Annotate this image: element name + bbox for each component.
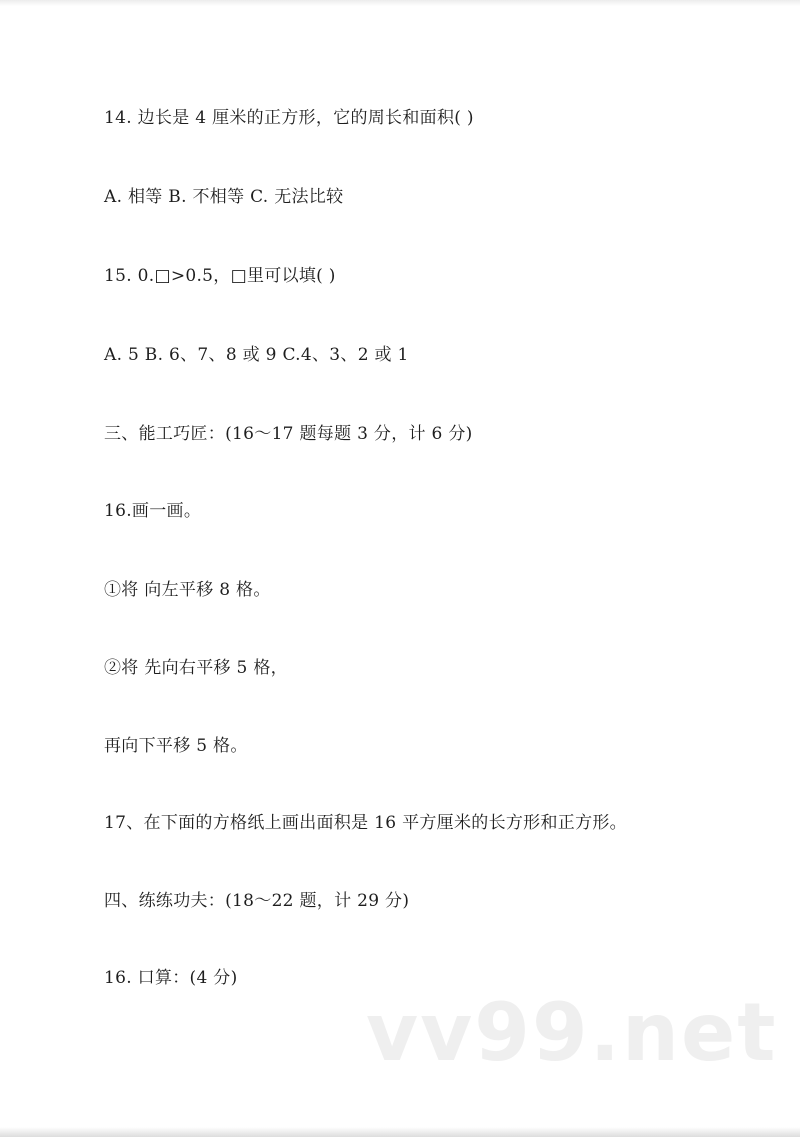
watermark: vv99.net <box>366 986 778 1079</box>
question-16-title: 16.画一画。 <box>104 501 202 521</box>
section-4-heading: 四、练练功夫：(18～22 题，计 29 分) <box>104 891 410 911</box>
question-15-options: A. 5 B. 6、7、8 或 9 C.4、3、2 或 1 <box>104 345 409 365</box>
question-14-text: 14. 边长是 4 厘米的正方形，它的周长和面积( ) <box>104 108 474 128</box>
question-16-step-2: ②将 先向右平移 5 格， <box>104 658 288 678</box>
page-top-edge <box>0 0 800 6</box>
oral-calculation-title: 16. 口算：(4 分) <box>104 968 238 988</box>
section-3-heading: 三、能工巧匠：(16～17 题每题 3 分，计 6 分) <box>104 424 473 444</box>
question-17-text: 17、在下面的方格纸上画出面积是 16 平方厘米的长方形和正方形。 <box>104 813 627 833</box>
question-15-text: 15. 0.□>0.5，□里可以填( ) <box>104 266 336 286</box>
question-16-step-1: ①将 向左平移 8 格。 <box>104 580 271 600</box>
page-bottom-edge <box>0 1127 800 1137</box>
question-16-step-2-cont: 再向下平移 5 格。 <box>104 736 248 756</box>
question-14-options: A. 相等 B. 不相等 C. 无法比较 <box>104 187 344 207</box>
